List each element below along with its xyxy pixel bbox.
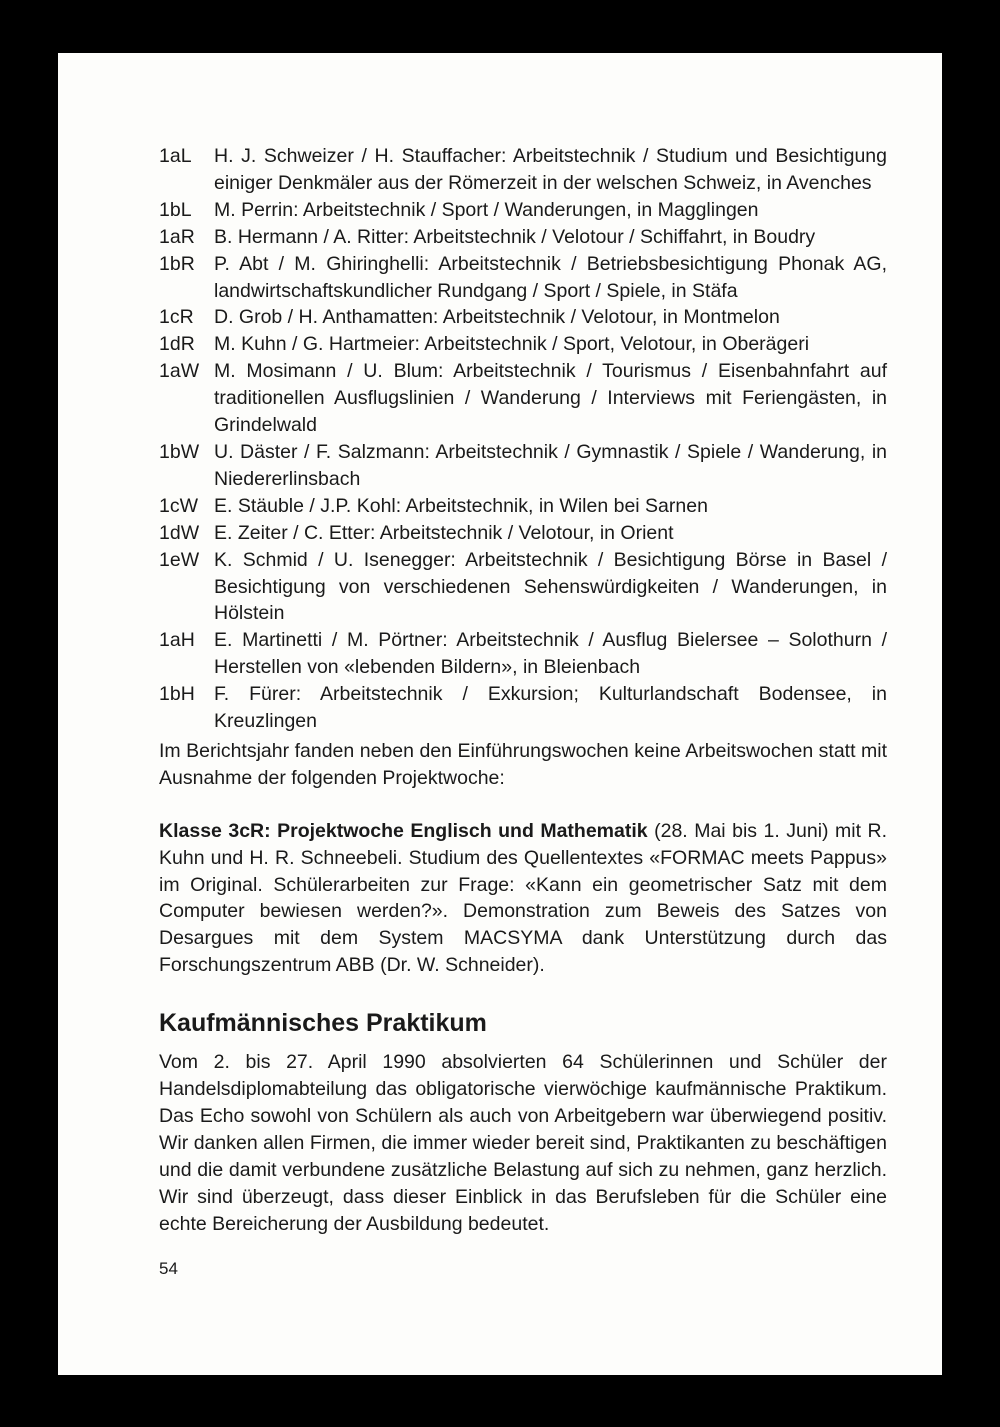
class-code: 1aL <box>159 145 192 167</box>
entry-text: E. Stäuble / J.P. Kohl: Arbeitstechnik, in Wilen bei Sarnen <box>214 494 708 517</box>
entry-text: E. Zeiter / C. Etter: Arbeitstechnik / Velotour, in Orient <box>214 521 674 544</box>
section-heading: Kaufmännisches Praktikum <box>159 1009 487 1038</box>
intro-paragraph: Im Berichtsjahr fanden neben den Einführungswochen keine Arbeitswochen statt mit Ausnahme der folgenden Projektwoche: <box>159 739 887 789</box>
list-item <box>159 251 887 305</box>
class-code: 1eW <box>159 548 200 571</box>
page-content <box>159 143 887 1280</box>
list-item <box>159 143 887 197</box>
list-item <box>159 331 887 358</box>
class-code: 1dW <box>159 521 200 544</box>
entry-text: M. Kuhn / G. Hartmeier: Arbeitstechnik / Sport, Velotour, in Oberägeri <box>214 333 810 356</box>
entry-text: U. Däster / F. Salzmann: Arbeitstechnik / Gymnastik / Spiele / Wanderung, in Niedererlinsbach <box>214 440 887 490</box>
class-code: 1aR <box>159 225 195 248</box>
entry-text: E. Martinetti / M. Pörtner: Arbeitstechnik / Ausflug Bielersee – Solothurn / Herstellen von «lebenden Bildern», in Bleienbach <box>214 629 887 679</box>
class-code: 1aH <box>159 629 195 652</box>
project-text: (28. Mai bis 1. Juni) mit R. Kuhn und H. R. Schneebeli. Studium des Quellentextes «FORMAC meets Pappus» im Original. Schülerarbeiten zur Frage: «Kann ein geometrischer Satz mit dem Computer bewiesen werden?». Demonstration zum Beweis des Satzes von Desargues mit dem System MACSYMA dank Unterstützung durch das Forschungszentrum ABB (Dr. W. Schneider). <box>159 819 887 977</box>
list-item <box>159 493 887 520</box>
class-code: 1aW <box>159 360 200 383</box>
section-paragraph: Vom 2. bis 27. April 1990 absolvierten 64 Schülerinnen und Schüler der Handelsdiplomabteilung das obligatorische vierwöchige kaufmännische Praktikum. Das Echo sowohl von Schülern als auch von Arbeitgebern war überwiegend positiv. Wir danken allen Firmen, die immer wieder bereit sind, Praktikanten zu beschäftigen und die damit verbundene zusätzliche Belastung auf sich zu nehmen, ganz herzlich. Wir sind überzeugt, dass dieser Einblick in das Berufsleben für die Schüler eine echte Bereicherung der Ausbildung bedeutet. <box>159 1051 887 1235</box>
list-item <box>159 304 887 331</box>
project-paragraph <box>159 818 887 979</box>
class-code: 1bH <box>159 683 195 706</box>
list-item <box>159 627 887 681</box>
list-item <box>159 197 887 224</box>
entry-text: H. J. Schweizer / H. Stauffacher: Arbeitstechnik / Studium und Besichtigung einiger Denkmäler aus der Römerzeit in der welschen Schweiz, in Avenches <box>214 145 887 194</box>
class-code: 1cW <box>159 494 198 517</box>
list-item <box>159 439 887 493</box>
entry-text: M. Perrin: Arbeitstechnik / Sport / Wanderungen, in Magglingen <box>214 198 759 221</box>
class-code: 1bL <box>159 198 192 221</box>
document-page <box>58 53 942 1375</box>
page-number: 54 <box>159 1258 178 1278</box>
list-item <box>159 224 887 251</box>
class-code: 1cR <box>159 306 194 329</box>
list-item <box>159 358 887 439</box>
entry-text: P. Abt / M. Ghiringhelli: Arbeitstechnik / Betriebsbesichtigung Phonak AG, landwirtschaftskundlicher Rundgang / Sport / Spiele, in Stäfa <box>214 252 887 302</box>
list-item <box>159 681 887 735</box>
entry-text: F. Fürer: Arbeitstechnik / Exkursion; Kulturlandschaft Bodensee, in Kreuzlingen <box>214 683 887 733</box>
class-code: 1bW <box>159 440 200 463</box>
entry-text: K. Schmid / U. Isenegger: Arbeitstechnik / Besichtigung Börse in Basel / Besichtigung von verschiedenen Sehenswürdigkeiten / Wanderungen, in Hölstein <box>214 548 887 625</box>
class-code: 1bR <box>159 252 195 275</box>
entry-text: B. Hermann / A. Ritter: Arbeitstechnik / Velotour / Schiffahrt, in Boudry <box>214 225 816 248</box>
list-item <box>159 547 887 628</box>
class-code: 1dR <box>159 333 195 356</box>
list-item <box>159 520 887 547</box>
project-title: Klasse 3cR: Projektwoche Englisch und Mathematik <box>159 819 648 842</box>
entry-text: D. Grob / H. Anthamatten: Arbeitstechnik / Velotour, in Montmelon <box>214 306 780 329</box>
entry-text: M. Mosimann / U. Blum: Arbeitstechnik / Tourismus / Eisenbahnfahrt auf traditionellen Ausflugslinien / Wanderung / Interviews mit Feriengästen, in Grindelwald <box>214 360 887 437</box>
